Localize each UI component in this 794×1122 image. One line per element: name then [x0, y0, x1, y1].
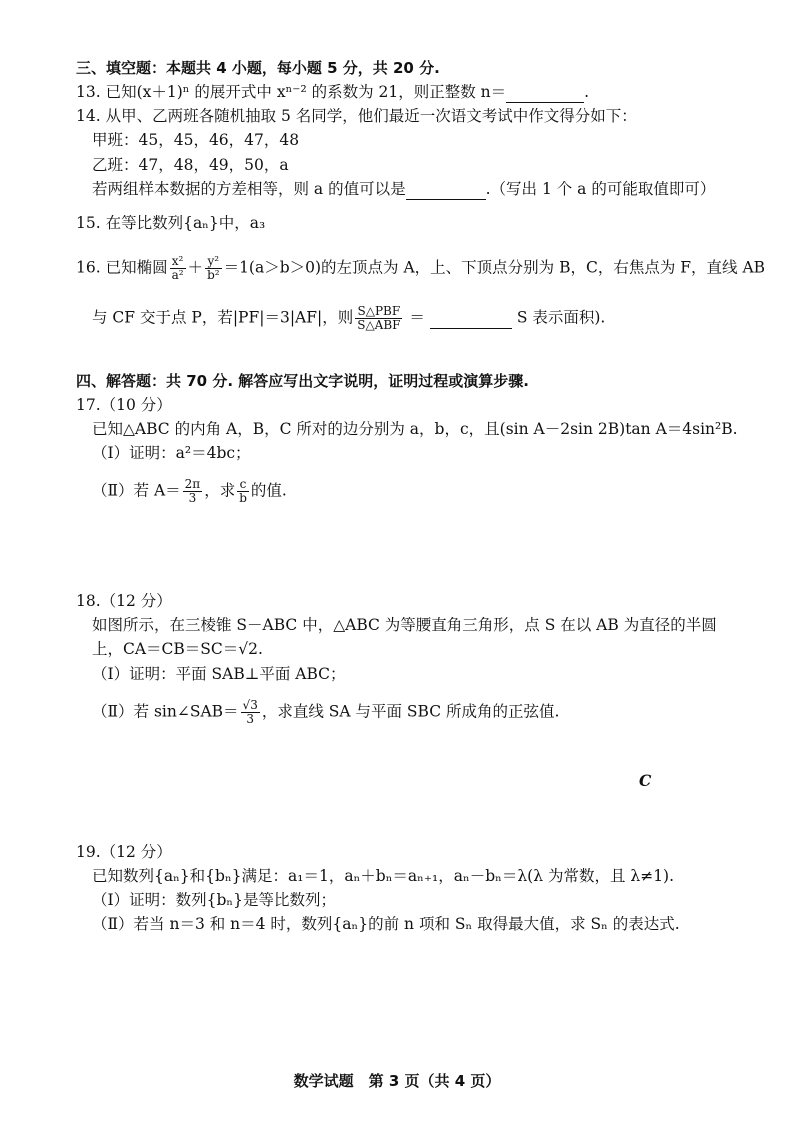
angle-a-fraction: $\frac{2\pi}{3}$: [184, 477, 201, 505]
q16-note: S 表示面积).: [516, 308, 606, 327]
q14-answer-blank: [406, 179, 486, 200]
q14-note: .（写出 1 个 a 的可能取值即可）: [485, 180, 716, 198]
q17-head: 17.（10 分）: [76, 396, 172, 414]
q19-stem: 已知数列{aₙ}和{bₙ}满足：a₁＝1，aₙ＋bₙ＝aₙ₊₁，aₙ－bₙ＝λ(λ 为常数，且 λ≠1).: [92, 867, 675, 885]
q16-answer-blank: [430, 308, 512, 329]
q17-part2: （Ⅱ）若 A＝ $\frac{2\pi}{3}$ ，求 $\frac{c}{b}$ 的值.: [92, 477, 287, 505]
q18-part2: （Ⅱ）若 sin∠SAB＝ $\frac{√3}{3}$ ，求直线 SA 与平面 SBC 所成角的正弦值.: [92, 698, 560, 726]
figure-label-c: C: [639, 771, 652, 790]
question-16-line1: 16. 已知椭圆 $\frac{\text{x²}}{\text{a²}}$ ＋ $\frac{\text{y²}}{\text{b²}}$ ＝1(a＞b＞0)的左顶点为 A，上、下顶点分别为 B，C，右焦点为 F，直线 AB: [76, 254, 766, 282]
c-over-b-fraction: $\frac{c}{b}$: [239, 477, 247, 505]
page-footer: 数学试题 第 3 页（共 4 页）: [293, 1072, 501, 1090]
ellipse-y-fraction: $\frac{\text{y²}}{\text{b²}}$: [207, 254, 220, 282]
q13-text: 13. 已知(x＋1)ⁿ 的展开式中 xⁿ⁻² 的系数为 21，则正整数 n＝: [76, 83, 507, 101]
q18-stem-line2: 上，CA＝CB＝SC＝√2.: [92, 640, 263, 658]
q19-part1: （Ⅰ）证明：数列{bₙ}是等比数列；: [92, 891, 336, 909]
question-13: [76, 82, 589, 103]
q16-pre: 16. 已知椭圆: [76, 258, 168, 277]
q16-post: ＝1(a＞b＞0)的左顶点为 A，上、下顶点分别为 B，C，右焦点为 F，直线 AB: [223, 258, 766, 277]
q14-stem: 14. 从甲、乙两班各随机抽取 5 名同学，他们最近一次语文考试中作文得分如下：: [76, 107, 637, 125]
q17-stem: 已知△ABC 的内角 A，B，C 所对的边分别为 a，b，c，且(sin A－2sin 2B)tan A＝4sin²B.: [92, 420, 738, 438]
q19-head: 19.（12 分）: [76, 843, 172, 861]
section4-header: 四、解答题：共 70 分. 解答应写出文字说明，证明过程或演算步骤.: [76, 372, 529, 390]
q14-class-a-scores: 甲班：45，45，46，47，48: [92, 131, 300, 149]
question-16-line2: 与 CF 交于点 P，若|PF|＝3|AF|，则 $\frac{\text{S△PBF}}{\text{S△ABF}}$ ＝ S 表示面积).: [92, 304, 606, 332]
q13-answer-blank: [506, 82, 584, 103]
q18-head: 18.（12 分）: [76, 592, 172, 610]
q14-question-text: 若两组样本数据的方差相等，则 a 的值可以是: [92, 180, 406, 198]
q18-stem-line1: 如图所示，在三棱锥 S－ABC 中，△ABC 为等腰直角三角形，点 S 在以 AB 为直径的半圆: [92, 616, 717, 634]
q18-part1: （Ⅰ）证明：平面 SAB⊥平面 ABC；: [92, 665, 346, 683]
q14-class-b-scores: 乙班：47，48，49，50，a: [92, 156, 289, 174]
question-15: 15. 在等比数列{aₙ}中，a₃: [76, 214, 266, 232]
q16-line2-pre: 与 CF 交于点 P，若|PF|＝3|AF|，则: [92, 308, 354, 327]
section3-header: 三、填空题：本题共 4 小题，每小题 5 分，共 20 分.: [76, 59, 440, 77]
q14-question: [92, 179, 715, 200]
q19-part2: （Ⅱ）若当 n＝3 和 n＝4 时，数列{aₙ}的前 n 项和 Sₙ 取得最大值，求 Sₙ 的表达式.: [92, 915, 680, 933]
ellipse-x-fraction: $\frac{\text{x²}}{\text{a²}}$: [171, 254, 184, 282]
q17-part1: （Ⅰ）证明：a²＝4bc；: [92, 444, 251, 462]
q13-end: .: [584, 83, 590, 101]
area-ratio-fraction: $\frac{\text{S△PBF}}{\text{S△ABF}}$: [357, 304, 401, 332]
sin-sab-fraction: $\frac{√3}{3}$: [242, 698, 258, 726]
